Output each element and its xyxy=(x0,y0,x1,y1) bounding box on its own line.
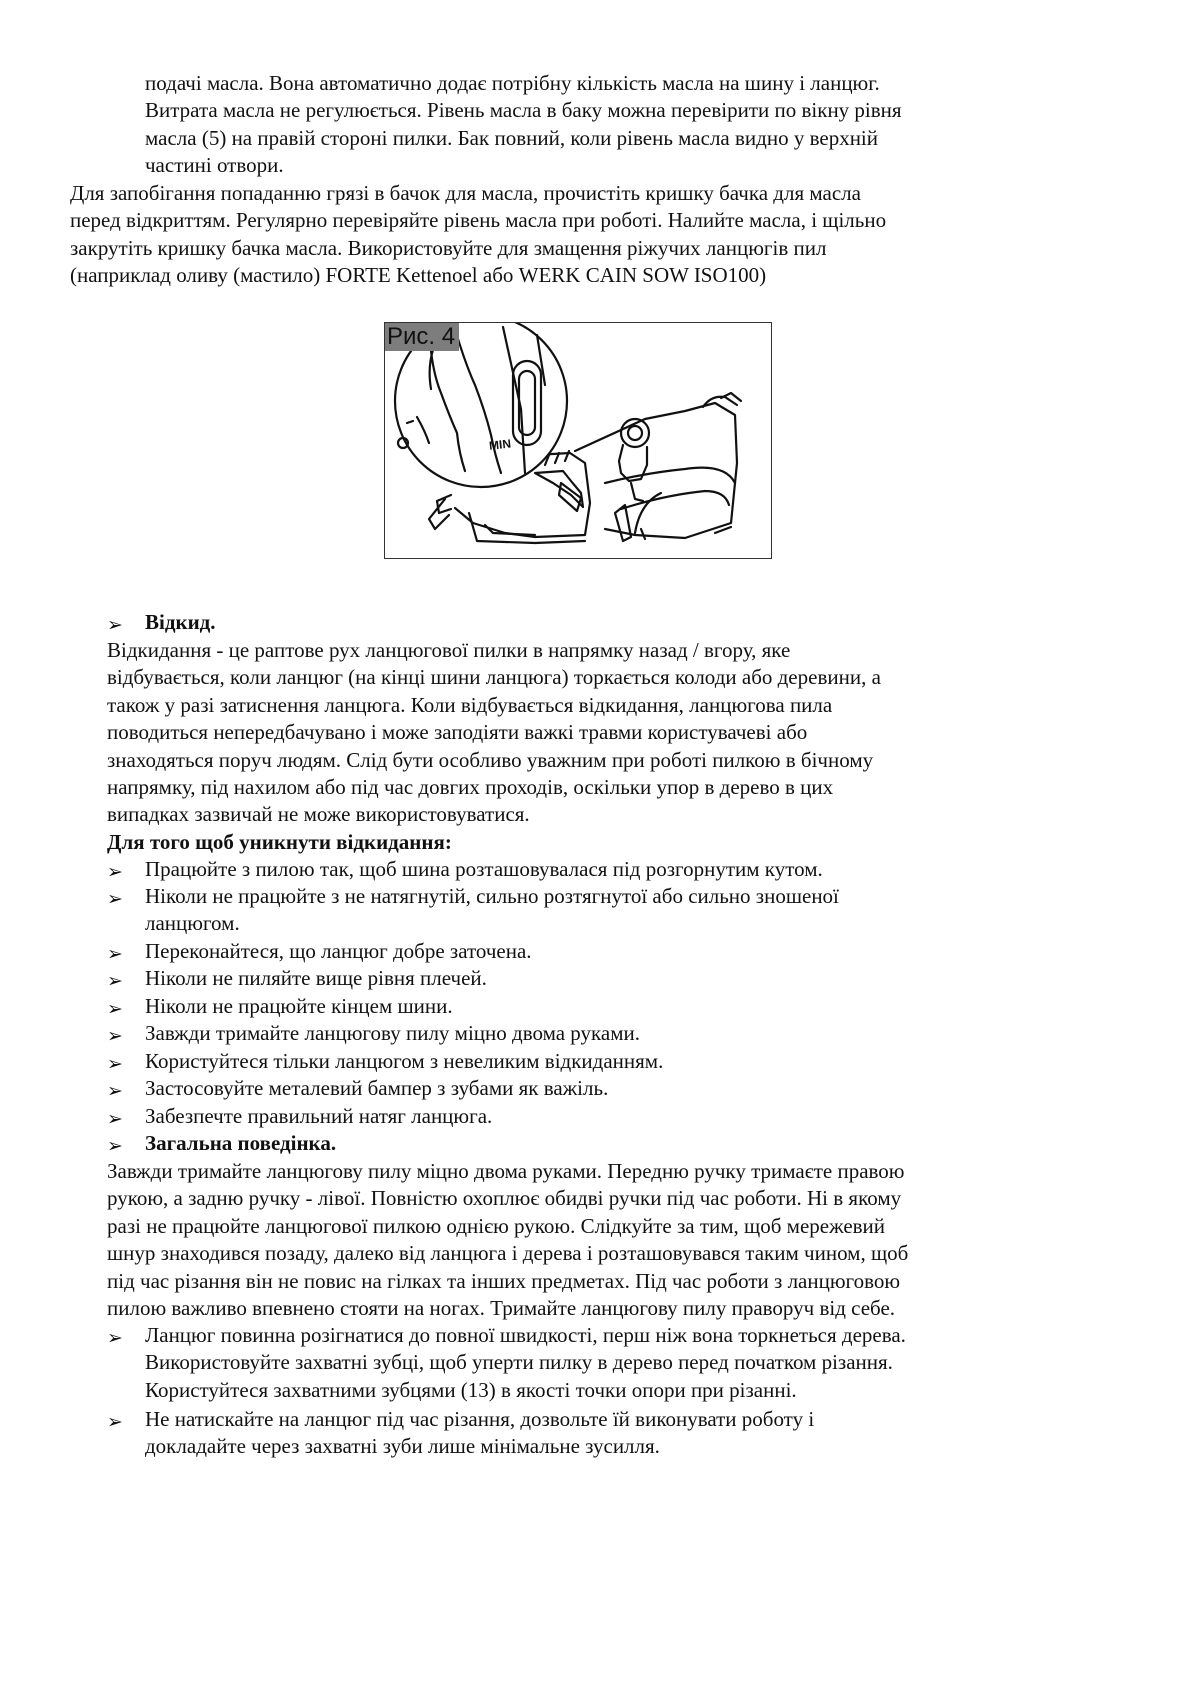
list-item xyxy=(145,938,532,965)
figure-label: Рис. 4 xyxy=(385,323,459,351)
kickback-paragraph xyxy=(107,637,881,829)
text-line: Ніколи не працюйте кінцем шини. xyxy=(145,994,453,1018)
list-item xyxy=(145,1020,640,1047)
bullet-arrow-icon: ➢ xyxy=(107,971,123,992)
avoid-kickback-heading: Для того щоб уникнути відкидання: xyxy=(107,830,452,854)
general-heading: Загальна поведінка. xyxy=(145,1131,337,1155)
text-line: масла (5) на правій стороні пилки. Бак повний, коли рівень масла видно у верхній xyxy=(145,125,879,150)
text-line: напрямку, під нахилом або під час довгих проходів, оскільки упор в дерево в цих xyxy=(107,775,834,800)
text-line: Ніколи не працюйте з не натягнутій, сильно розтягнутої або сильно зношеної xyxy=(145,884,839,908)
text-line: Користуйтеся захватними зубцями (13) в якості точки опори при різанні. xyxy=(145,1377,797,1402)
list-item xyxy=(145,856,823,883)
oil-instructions-paragraph xyxy=(70,180,886,290)
bullet-arrow-icon: ➢ xyxy=(107,889,123,910)
text-line: Переконайтеся, що ланцюг добре заточена. xyxy=(145,939,532,963)
text-line: також у разі затиснення ланцюга. Коли відбувається відкидання, ланцюгова пила xyxy=(107,692,833,717)
text-line: докладайте через захватні зуби лише мінімальне зусилля. xyxy=(145,1434,660,1459)
text-line: відбувається, коли ланцюг (на кінці шини ланцюга) торкається колоди або деревини, а xyxy=(107,665,881,690)
text-line: Користуйтеся тільки ланцюгом з невеликим відкиданням. xyxy=(145,1049,664,1073)
list-item xyxy=(145,993,453,1020)
text-line: під час різання він не повис на гілках та інших предметах. Під час роботи з ланцюговою xyxy=(107,1268,901,1293)
text-line: Завжди тримайте ланцюгову пилу міцно двома руками. xyxy=(145,1021,640,1045)
list-item xyxy=(145,1103,492,1130)
bullet-arrow-icon: ➢ xyxy=(107,1412,123,1433)
text-line: (наприклад оливу (мастило) FORTE Kettenoel або WERK CAIN SOW ISO100) xyxy=(70,263,767,288)
text-line: шнур знаходився позаду, далеко від ланцюга і дерева і розташовувався таким чином, щоб xyxy=(107,1241,909,1266)
list-item xyxy=(145,1048,663,1075)
kickback-heading: Відкид. xyxy=(145,610,216,634)
text-line: рукою, а задню ручку - лівої. Повністю охоплює обидві ручки під час роботи. Ні в якому xyxy=(107,1186,902,1211)
bullet-arrow-icon: ➢ xyxy=(107,1136,123,1157)
text-line: Ніколи не пиляйте вище рівня плечей. xyxy=(145,966,487,990)
text-line: пилою важливо впевнено стояти на ногах. Тримайте ланцюгову пилу праворуч від себе. xyxy=(107,1296,896,1321)
list-item xyxy=(145,965,487,992)
text-line: Ланцюг повинна розігнатися до повної швидкості, перш ніж вона торкнеться дерева. xyxy=(145,1323,906,1347)
text-line: Витрата масла не регулюється. Рівень масла в баку можна перевірити по вікну рівня xyxy=(145,98,902,123)
text-line: Застосовуйте металевий бампер з зубами як важіль. xyxy=(145,1076,609,1100)
text-line: Завжди тримайте ланцюгову пилу міцно двома руками. Передню ручку тримаєте правою xyxy=(107,1159,905,1183)
bullet-arrow-icon: ➢ xyxy=(107,1026,123,1047)
bullet-arrow-icon: ➢ xyxy=(107,1328,123,1349)
text-line: подачі масла. Вона автоматично додає потрібну кількість масла на шину і ланцюг. xyxy=(145,71,880,95)
min-mark-label: MIN xyxy=(488,436,512,453)
text-line: ланцюгом. xyxy=(145,911,240,936)
text-line: Відкидання - це раптове рух ланцюгової пилки в напрямку назад / вгору, яке xyxy=(107,638,791,662)
list-item xyxy=(145,883,839,938)
bullet-arrow-icon: ➢ xyxy=(107,1109,123,1130)
text-line: Використовуйте захватні зубці, щоб уперти пилку в дерево перед початком різання. xyxy=(145,1350,893,1375)
intro-indented-paragraph xyxy=(145,70,902,180)
bullet-arrow-icon: ➢ xyxy=(107,944,123,965)
text-line: поводиться непередбачувано і може заподіяти важкі травми користувачеві або xyxy=(107,720,808,745)
bullet-arrow-icon: ➢ xyxy=(107,1054,123,1075)
list-item xyxy=(145,1406,814,1461)
bullet-arrow-icon: ➢ xyxy=(107,615,123,636)
text-line: випадках зазвичай не може використовуватися. xyxy=(107,802,530,827)
text-line: Забезпечте правильний натяг ланцюга. xyxy=(145,1104,493,1128)
text-line: Для запобігання попаданню грязі в бачок для масла, прочистіть кришку бачка для масла xyxy=(70,181,861,205)
chainsaw-oil-window-illustration xyxy=(385,323,771,558)
text-line: закрутіть кришку бачка масла. Використовуйте для змащення ріжучих ланцюгів пил xyxy=(70,235,827,260)
text-line: знаходяться поруч людям. Слід бути особливо уважним при роботі пилкою в бічному xyxy=(107,747,874,772)
text-line: Не натискайте на ланцюг під час різання, дозвольте їй виконувати роботу і xyxy=(145,1407,815,1431)
bullet-arrow-icon: ➢ xyxy=(107,862,123,883)
list-item xyxy=(145,1322,906,1404)
figure-4 xyxy=(384,322,772,559)
general-paragraph xyxy=(107,1158,908,1322)
list-item xyxy=(145,1075,608,1102)
text-line: перед відкриттям. Регулярно перевіряйте рівень масла при роботі. Налийте масла, і щільно xyxy=(70,208,887,233)
text-line: Працюйте з пилою так, щоб шина розташовувалася під розгорнутим кутом. xyxy=(145,857,823,881)
bullet-arrow-icon: ➢ xyxy=(107,1081,123,1102)
bullet-arrow-icon: ➢ xyxy=(107,999,123,1020)
text-line: частині отвори. xyxy=(145,153,284,178)
text-line: разі не працюйте ланцюгової пилкою однією рукою. Слідкуйте за тим, щоб мережевий xyxy=(107,1213,886,1238)
